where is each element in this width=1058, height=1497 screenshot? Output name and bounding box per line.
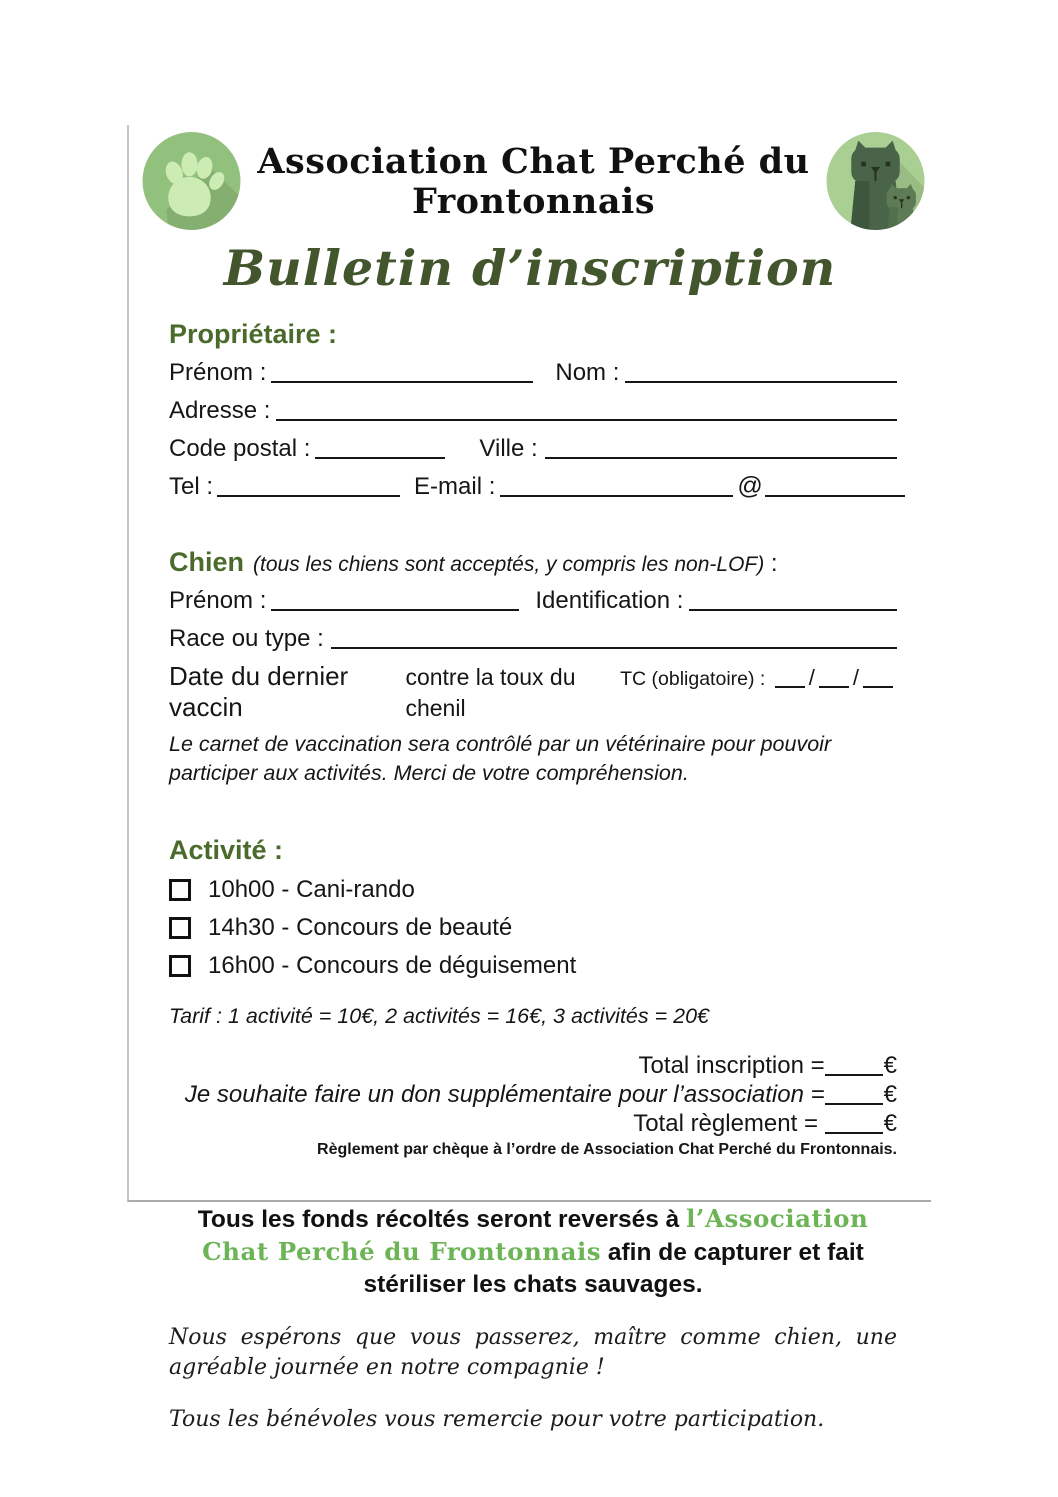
activity-label: 10h00 - Cani-rando — [208, 876, 415, 903]
vaccine-date-year-field[interactable] — [863, 685, 893, 688]
activities-list — [169, 876, 897, 980]
dog-first-name-label: Prénom : — [169, 587, 267, 614]
owner-city-field[interactable] — [545, 456, 897, 459]
vaccine-date-month-field[interactable] — [819, 685, 849, 688]
activity-checkbox-16h00[interactable] — [169, 955, 191, 977]
vaccine-label-small: TC (obligatoire) : — [620, 668, 771, 690]
donation-label: Je souhaite faire un don supplémentaire pour l’association = — [184, 1080, 825, 1108]
org-name-line1: Association Chat Perché du — [257, 141, 810, 182]
owner-email-label: E-mail : — [414, 473, 496, 500]
funds-brand-name: l’Association Chat Perché du Frontonnais — [202, 1203, 869, 1266]
dog-heading-colon: : — [764, 550, 778, 577]
owner-address-row — [169, 395, 897, 426]
funds-text-after: afin de capturer et fait stériliser les chats sauvages. — [363, 1238, 864, 1298]
page-title: Bulletin d’inscription — [223, 239, 837, 297]
vaccine-date-day-field[interactable] — [775, 685, 805, 688]
dog-identification-label: Identification : — [535, 587, 684, 614]
owner-postal-code-label: Code postal : — [169, 435, 311, 462]
dog-heading: Chien — [169, 547, 245, 577]
activity-label: 16h00 - Concours de déguisement — [208, 952, 577, 979]
dog-section — [169, 546, 897, 788]
email-at-sign: @ — [737, 472, 763, 500]
euro-sign: € — [883, 1080, 897, 1108]
total-inscription-row — [169, 1051, 897, 1080]
owner-section — [169, 318, 897, 502]
cats-logo-icon — [825, 128, 926, 232]
owner-name-row — [169, 357, 897, 388]
activity-row — [169, 876, 897, 904]
euro-sign: € — [883, 1109, 897, 1137]
donation-row — [169, 1080, 897, 1109]
dog-heading-note: (tous les chiens sont acceptés, y compris les non-LOF) — [253, 553, 765, 576]
owner-email-local-field[interactable] — [500, 494, 733, 497]
donation-field[interactable] — [825, 1102, 883, 1105]
funds-text-before: Tous les fonds récoltés seront reversés à — [197, 1205, 687, 1233]
tarif-note: Tarif : 1 activité = 10€, 2 activités = 16€, 3 activités = 20€ — [169, 1004, 709, 1028]
date-separator-1: / — [808, 665, 815, 690]
owner-phone-label: Tel : — [169, 473, 214, 500]
owner-address-label: Adresse : — [169, 397, 271, 424]
payment-note: Règlement par chèque à l’ordre de Association Chat Perché du Frontonnais. — [317, 1140, 897, 1158]
vaccine-label-main: Date du dernier vaccin — [169, 661, 349, 722]
activity-row — [169, 952, 897, 980]
owner-city-row — [169, 433, 897, 464]
dog-name-row — [169, 585, 897, 616]
activity-row — [169, 914, 897, 942]
owner-phone-field[interactable] — [217, 494, 400, 497]
activity-checkbox-14h30[interactable] — [169, 917, 191, 939]
registration-form-page — [127, 125, 931, 1432]
closing-line-1: Nous espérons que vous passerez, maître comme chien, une agréable journée en notre compagnie ! — [169, 1324, 897, 1380]
owner-first-name-field[interactable] — [271, 380, 533, 383]
dog-breed-field[interactable] — [331, 646, 897, 649]
paw-logo-icon — [141, 128, 242, 232]
dog-heading-row — [169, 546, 897, 578]
dog-breed-row — [169, 623, 897, 654]
total-reglement-field[interactable] — [825, 1131, 883, 1134]
dog-identification-field[interactable] — [689, 608, 897, 611]
vaccine-label-mid: contre la toux du chenil — [405, 664, 576, 721]
small-cat-icon — [887, 184, 916, 232]
owner-heading: Propriétaire : — [169, 319, 338, 349]
dog-first-name-field[interactable] — [271, 608, 519, 611]
total-reglement-row — [169, 1109, 897, 1138]
owner-city-label: Ville : — [479, 435, 538, 462]
owner-email-domain-field[interactable] — [765, 494, 905, 497]
date-separator-2: / — [852, 665, 859, 690]
euro-sign: € — [883, 1051, 897, 1079]
total-inscription-label: Total inscription = — [638, 1051, 825, 1079]
owner-first-name-label: Prénom : — [169, 359, 267, 386]
activities-heading: Activité : — [169, 835, 284, 865]
funds-statement — [175, 1203, 891, 1301]
form-content — [129, 318, 931, 1435]
vaccination-note: Le carnet de vaccination sera contrôlé par un vétérinaire pour pouvoir participer aux activités. Merci de votre compréhension. — [169, 732, 832, 785]
activity-checkbox-10h00[interactable] — [169, 879, 191, 901]
owner-last-name-label: Nom : — [555, 359, 620, 386]
totals-section — [169, 1051, 897, 1159]
activity-label: 14h30 - Concours de beauté — [208, 914, 513, 941]
form-header — [129, 128, 931, 232]
owner-address-field[interactable] — [276, 418, 897, 421]
owner-last-name-field[interactable] — [625, 380, 897, 383]
dog-breed-label: Race ou type : — [169, 625, 324, 652]
org-name-line2: Frontonnais — [411, 181, 656, 223]
activities-section — [169, 834, 897, 1029]
total-inscription-field[interactable] — [825, 1073, 883, 1076]
org-name — [242, 142, 825, 223]
closing-line-2: Tous les bénévoles vous remercie pour votre participation. — [169, 1406, 825, 1432]
owner-contact-row — [169, 471, 897, 502]
total-reglement-label: Total règlement = — [633, 1109, 825, 1137]
dog-vaccine-row — [169, 661, 897, 724]
owner-postal-code-field[interactable] — [315, 456, 445, 459]
